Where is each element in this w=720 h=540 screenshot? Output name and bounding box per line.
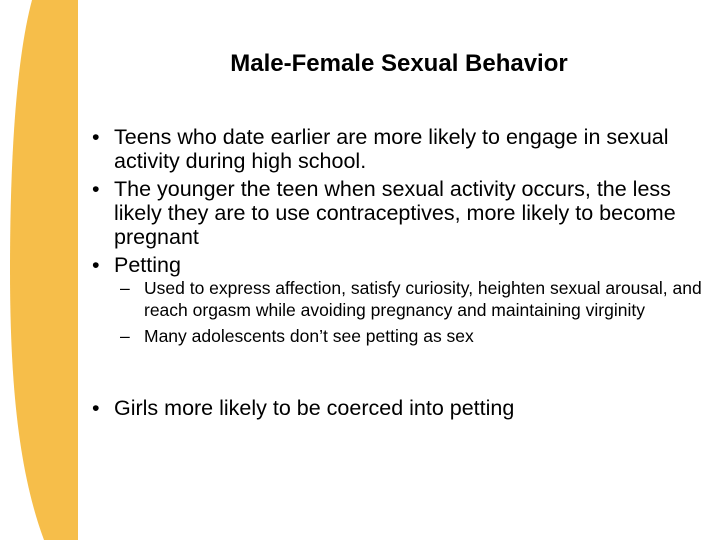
- sub-bullet-text: Many adolescents don’t see petting as sex: [144, 326, 474, 346]
- bullet-text: The younger the teen when sexual activity occurs, the less likely they are to use contraceptives, more likely to become pregnant: [114, 177, 676, 249]
- accent-bar: [0, 0, 78, 540]
- bullet-list: [86, 125, 706, 281]
- bullet-list-continued: [86, 396, 706, 424]
- bullet-item: [86, 253, 706, 277]
- bullet-text: Girls more likely to be coerced into petting: [114, 396, 515, 420]
- bullet-text: Teens who date earlier are more likely to engage in sexual activity during high school.: [114, 125, 669, 173]
- sub-bullet-list: [86, 277, 706, 351]
- bottom-strip: [78, 528, 720, 540]
- sub-bullet-item: [86, 277, 706, 321]
- bullet-icon: •: [92, 125, 100, 149]
- sub-bullet-text: Used to express affection, satisfy curiosity, heighten sexual arousal, and reach orgasm while avoiding pregnancy and maintaining virginity: [144, 278, 702, 320]
- accent-shape: [0, 0, 78, 540]
- dash-icon: –: [120, 326, 130, 346]
- bullet-icon: •: [92, 396, 100, 420]
- bullet-item: [86, 125, 706, 173]
- bullet-icon: •: [92, 253, 100, 277]
- bullet-icon: •: [92, 177, 100, 201]
- bullet-item: [86, 177, 706, 249]
- slide-title: Male-Female Sexual Behavior: [230, 50, 568, 77]
- bullet-text: Petting: [114, 253, 181, 277]
- sub-bullet-item: [86, 325, 706, 347]
- dash-icon: –: [120, 278, 130, 298]
- bullet-item: [86, 396, 706, 420]
